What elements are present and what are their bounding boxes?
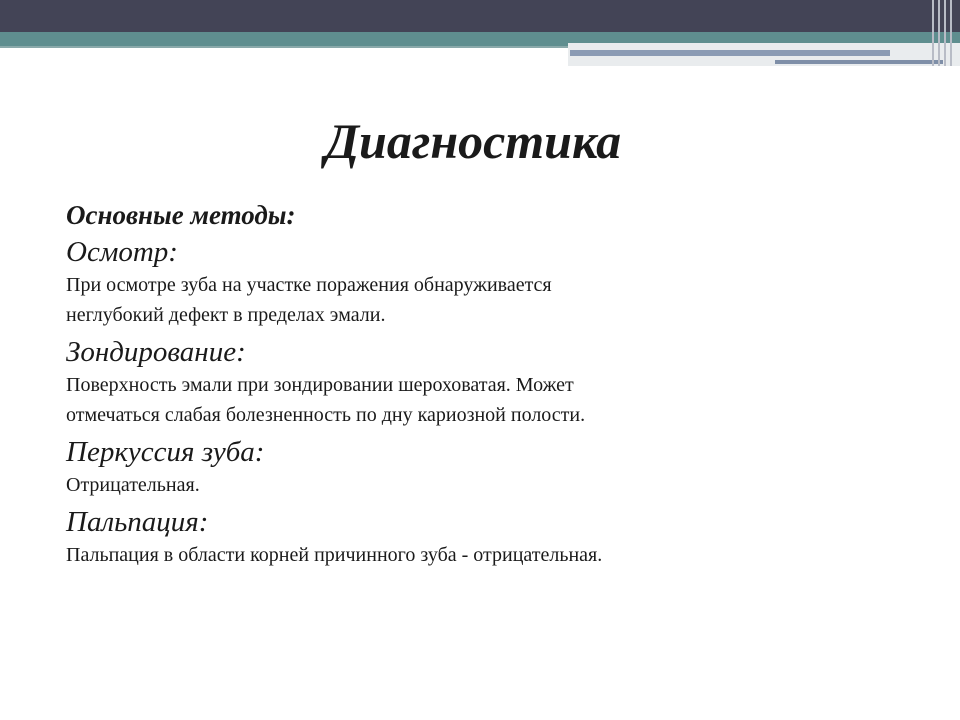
text-line: При осмотре зуба на участке поражения обнаруживается — [66, 274, 552, 296]
text-line: отмечаться слабая болезненность по дну кариозной полости. — [66, 404, 586, 426]
section-heading: Пальпация: — [66, 506, 209, 538]
section-perkussiya — [66, 434, 906, 500]
section-heading: Перкуссия зуба: — [66, 436, 265, 468]
header-dark-band — [0, 0, 960, 32]
section-palpaciya — [66, 504, 906, 570]
text-line: неглубокий дефект в пределах эмали. — [66, 304, 386, 326]
section-text — [66, 470, 906, 500]
main-heading: Основные методы: — [66, 200, 296, 230]
section-text — [66, 370, 906, 430]
text-line: Поверхность эмали при зондировании шероховатая. Может — [66, 374, 574, 396]
section-heading: Зондирование: — [66, 336, 246, 368]
section-heading: Осмотр: — [66, 236, 178, 268]
text-line: Отрицательная. — [66, 474, 200, 496]
section-text — [66, 270, 906, 330]
header-teal-shadow — [0, 46, 570, 48]
slide-title: Диагностика — [324, 113, 622, 169]
header-stripes — [928, 0, 960, 66]
section-text — [66, 540, 906, 570]
header-accent-line — [570, 50, 890, 56]
slide-content — [66, 196, 906, 574]
section-zondirovanie — [66, 334, 906, 430]
section-osmotr — [66, 234, 906, 330]
text-line: Пальпация в области корней причинного зуба - отрицательная. — [66, 544, 603, 566]
header-accent-line-short — [775, 60, 943, 64]
